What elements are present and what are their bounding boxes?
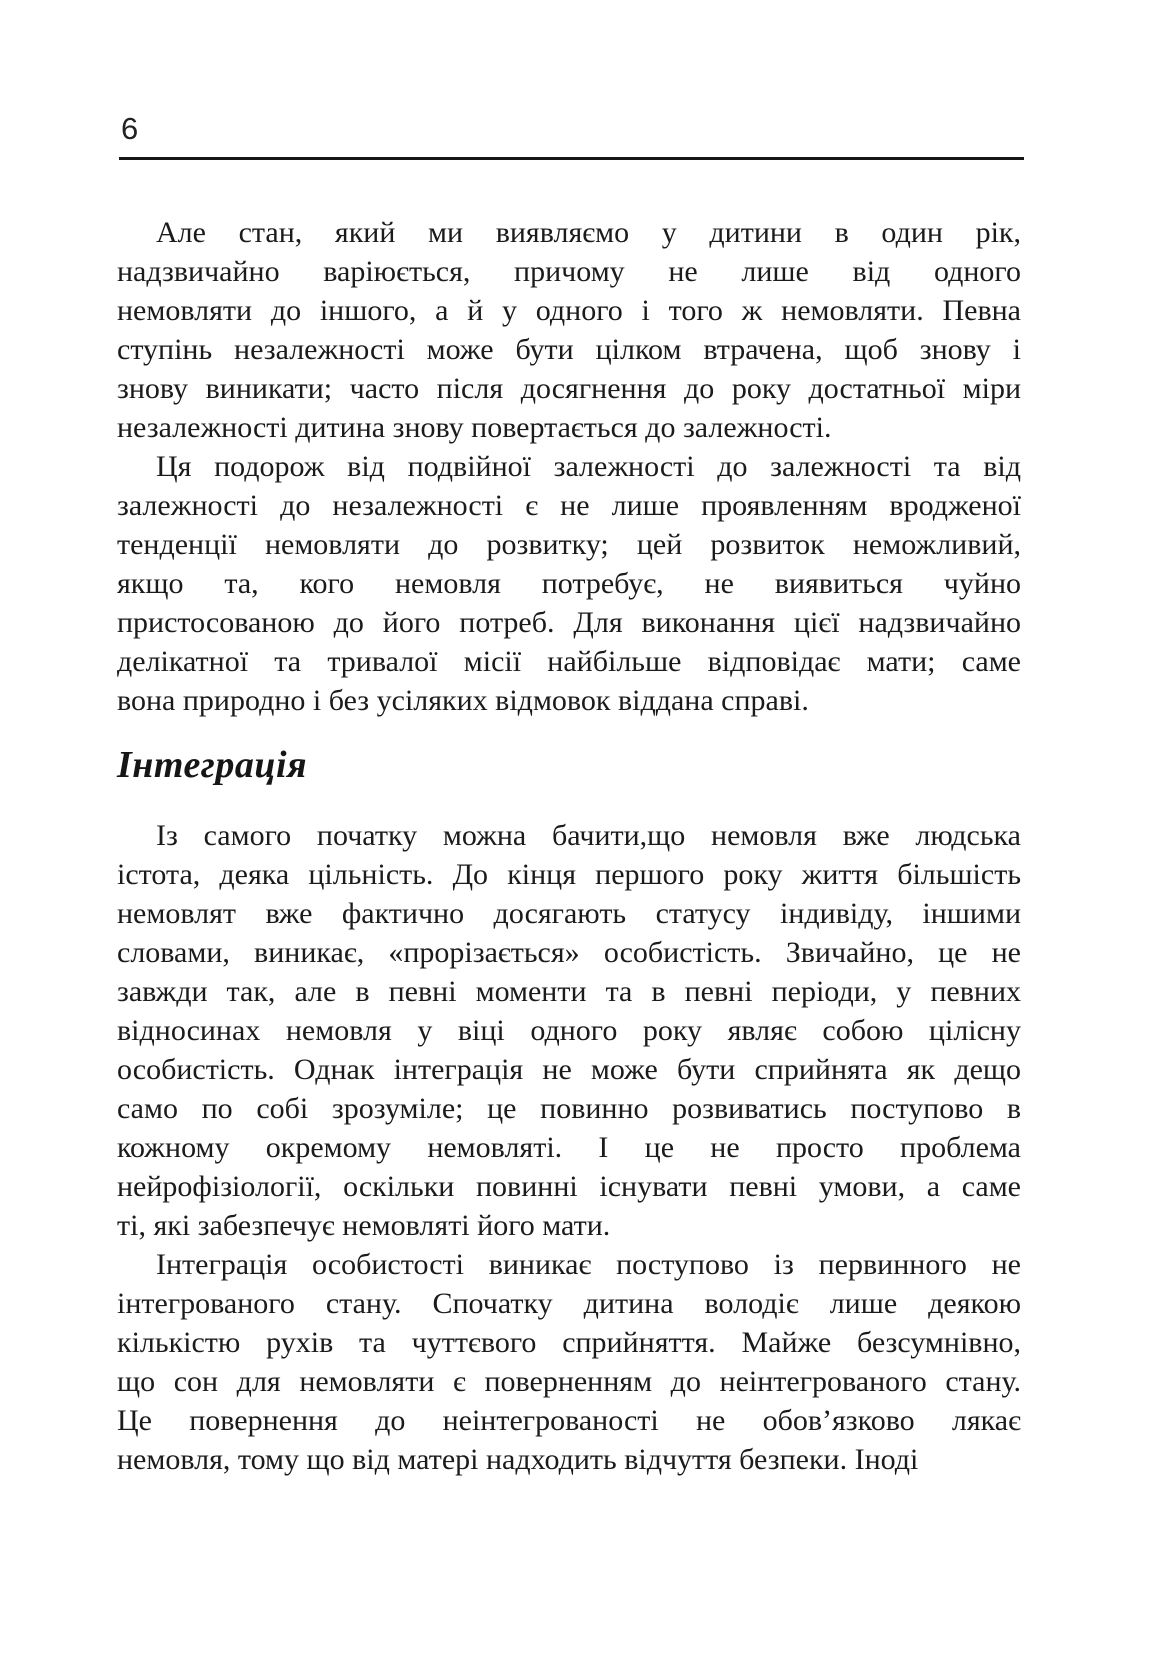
text-line: відносинах немовля у віці одного року являє собою цілісну [117, 1014, 1021, 1047]
text-line: немовлят вже фактично досягають статусу індивіду, іншими [117, 897, 1021, 930]
paragraph-2 [117, 447, 1021, 720]
text-line: незалежності дитина знову повертається до залежності. [117, 411, 832, 444]
text-line: вона природно і без усіляких відмовок віддана справі. [117, 684, 809, 717]
section-heading: Інтеграція [117, 744, 308, 786]
text-line: завжди так, але в певні моменти та в певні періоди, у певних [117, 975, 1021, 1008]
text-line: Ця подорож від подвійної залежності до залежності та від [156, 450, 1021, 483]
header-rule [119, 157, 1024, 160]
text-block-bottom [117, 816, 1021, 1479]
text-line: кожному окремому немовляті. І це не просто проблема [117, 1131, 1021, 1164]
text-line: нейрофізіології, оскільки повинні існувати певні умови, а саме [117, 1170, 1021, 1203]
text-line: інтегрованого стану. Спочатку дитина володіє лише деякою [117, 1287, 1021, 1320]
text-line: знову виникати; часто після досягнення до року достатньої міри [117, 372, 1021, 405]
text-line: само по собі зрозуміле; це повинно розвиватись поступово в [117, 1092, 1021, 1125]
paragraph-4 [117, 1245, 1021, 1479]
text-line: Це повернення до неінтегрованості не обов’язково лякає [117, 1404, 1021, 1437]
text-block-top [117, 213, 1021, 720]
text-line: пристосованою до його потреб. Для виконання цієї надзвичайно [117, 606, 1021, 639]
text-line: що сон для немовляти є поверненням до неінтегрованого стану. [117, 1365, 1021, 1398]
text-line: кількістю рухів та чуттєвого сприйняття. Майже безсумнівно, [117, 1326, 1021, 1359]
text-line: Але стан, який ми виявляємо у дитини в один рік, [156, 216, 1021, 249]
text-line: істота, деяка цільність. До кінця першого року життя більшість [117, 858, 1021, 891]
text-line: надзвичайно варіюється, причому не лише від одного [117, 255, 1021, 288]
text-line: Із самого початку можна бачити,що немовля вже людська [156, 819, 1021, 852]
text-line: ступінь незалежності може бути цілком втрачена, щоб знову і [117, 333, 1021, 366]
text-line: особистість. Однак інтеграція не може бути сприйнята як дещо [117, 1053, 1021, 1086]
paragraph-3 [117, 816, 1021, 1245]
text-line: словами, виникає, «прорізається» особистість. Звичайно, це не [117, 936, 1021, 969]
text-line: немовляти до іншого, а й у одного і того ж немовляти. Певна [117, 294, 1021, 327]
paragraph-1 [117, 213, 1021, 447]
text-line: делікатної та тривалої місії найбільше відповідає мати; саме [117, 645, 1021, 678]
text-line: немовля, тому що від матері надходить відчуття безпеки. Іноді [117, 1443, 919, 1476]
text-line: Інтеграція особистості виникає поступово із первинного не [156, 1248, 1021, 1281]
text-line: залежності до незалежності є не лише проявленням вродженої [117, 489, 1021, 522]
page-number: 6 [121, 111, 139, 146]
text-line: тенденції немовляти до розвитку; цей розвиток неможливий, [117, 528, 1021, 561]
text-line: якщо та, кого немовля потребує, не виявиться чуйно [117, 567, 1021, 600]
text-line: ті, які забезпечує немовляті його мати. [117, 1209, 611, 1242]
